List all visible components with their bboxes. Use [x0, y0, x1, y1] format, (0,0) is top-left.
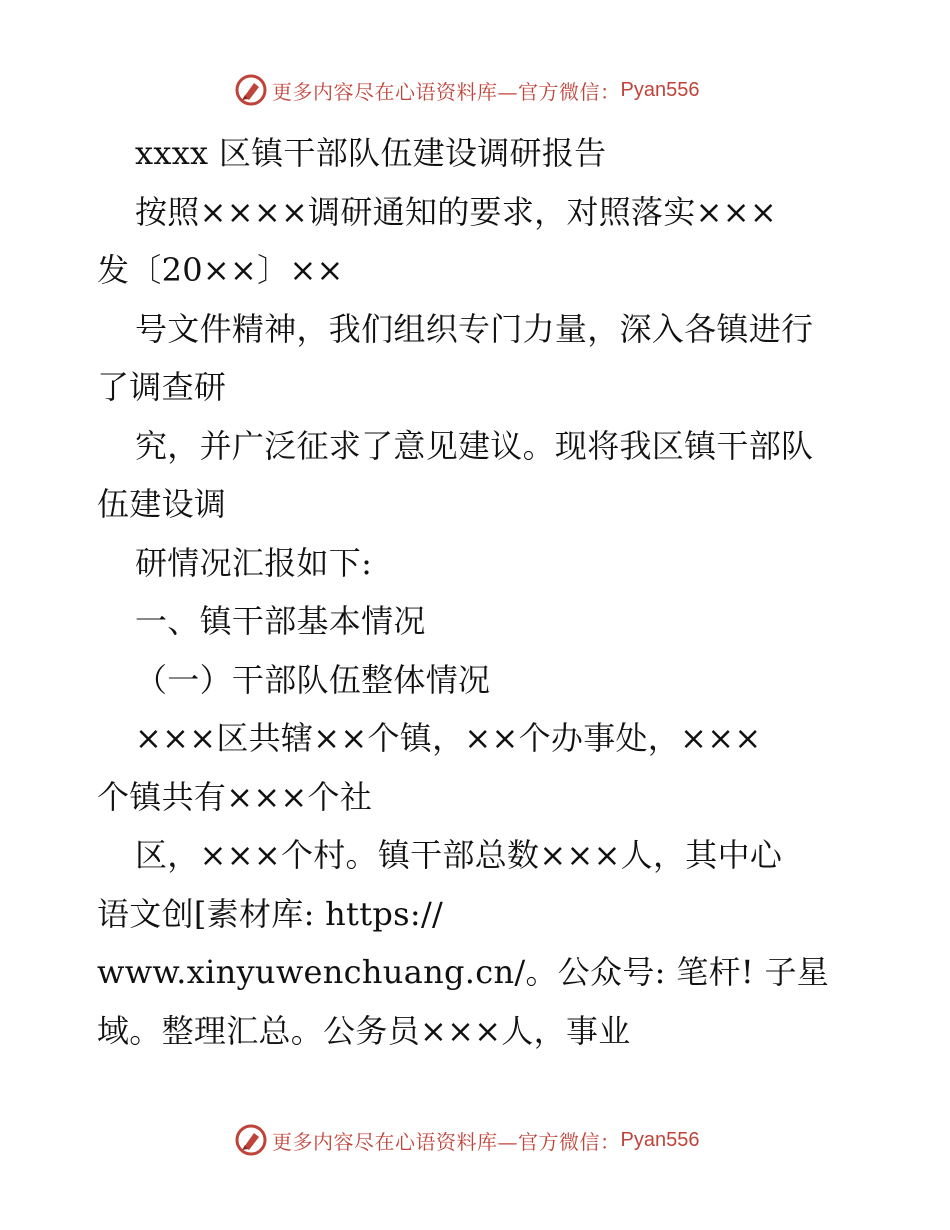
footer-watermark-banner	[234, 1122, 699, 1158]
paragraph-line: 域。整理汇总。公务员×××人，事业	[97, 1011, 631, 1050]
paragraph-line: 发〔20××〕××	[97, 251, 344, 289]
banner-wechat-id: Pyan556	[620, 1128, 700, 1151]
paragraph-line: 按照××××调研通知的要求，对照落实×××	[135, 192, 777, 231]
paragraph-line: 区，×××个村。镇干部总数×××人，其中心	[135, 836, 783, 874]
banner-text: 更多内容尽在心语资料库—官方微信：	[272, 79, 621, 104]
header-watermark-banner	[234, 72, 699, 108]
paragraph-line: 个镇共有×××个社	[97, 777, 373, 816]
pen-nib-logo-icon	[234, 1123, 268, 1157]
paragraph-line: 研情况汇报如下:	[135, 543, 373, 582]
paragraph-line: 了调查研	[97, 368, 227, 406]
paragraph-line: 伍建设调	[97, 485, 227, 523]
document-title: xxxx 区镇干部队伍建设调研报告	[135, 134, 607, 172]
paragraph-line: 究，并广泛征求了意见建议。现将我区镇干部队	[135, 426, 814, 465]
section-heading: 一、镇干部基本情况	[135, 602, 426, 640]
paragraph-line: 语文创[素材库: https://	[97, 894, 444, 933]
subsection-heading: （一）干部队伍整体情况	[135, 660, 491, 699]
paragraph-line: ×××区共辖××个镇，××个办事处，×××	[135, 719, 762, 757]
banner-text: 更多内容尽在心语资料库—官方微信：	[272, 1129, 621, 1154]
pen-nib-logo-icon	[234, 73, 268, 107]
paragraph-line: www.xinyuwenchuang.cn/。公众号: 笔杆! 子星	[97, 953, 830, 991]
banner-wechat-id: Pyan556	[620, 78, 700, 101]
paragraph-line: 号文件精神，我们组织专门力量，深入各镇进行	[135, 309, 814, 348]
document-body	[97, 124, 853, 1060]
